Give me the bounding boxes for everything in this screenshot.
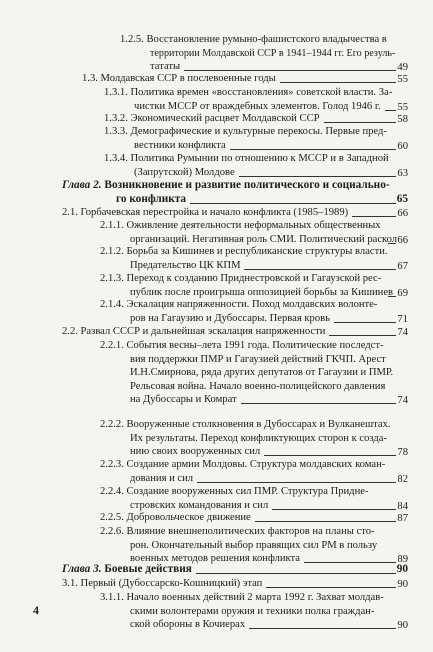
toc-leader-line <box>249 628 396 629</box>
toc-page-number: 74 <box>397 327 408 338</box>
toc-entry-line: 2.1.4. Эскалация напряженности. Поход молдавских волонте- <box>100 299 378 310</box>
toc-entry-line: Их результаты. Переход конфликтующих сторон к созда- <box>130 432 388 444</box>
toc-page-number: 66 <box>397 208 408 219</box>
toc-page-number: 87 <box>397 513 408 524</box>
toc-entry-line: 1.3. Молдавская ССР в послевоенные годы <box>82 73 276 84</box>
toc-leader-line <box>190 203 396 204</box>
toc-entry-line: чистки МССР от враждебных элементов. Голод 1946 г. <box>134 100 381 112</box>
toc-page-number: 90 <box>397 620 408 631</box>
toc-entry-line: на Дубоссары и Комрат <box>130 394 237 405</box>
toc-entry-line: 3.1. Первый (Дубоссарско-Кошницкий) этап <box>62 578 263 589</box>
toc-entry-line: 2.2.4. Создание вооруженных сил ПМР. Структура Придне- <box>100 486 369 497</box>
toc-entry-line: Предательство ЦК КПМ <box>130 259 241 271</box>
toc-entry-line: скими волонтерами оружия и техники полка граждан- <box>130 605 375 617</box>
toc-entry-line: И.Н.Смирнова, ряда других депутатов от Гагаузии и ПМР. <box>130 367 394 378</box>
toc-page-number: 90 <box>397 579 408 590</box>
toc-page-number: 49 <box>397 62 408 73</box>
toc-entry-line: 2.2.1. События весны–лета 1991 года. Политические последст- <box>100 340 384 351</box>
toc-entry-line: 2.1.1. Оживление деятельности неформальных общественных <box>100 220 381 231</box>
toc-leader-line <box>230 149 396 150</box>
toc-page-number: 58 <box>397 114 408 125</box>
toc-page-number: 78 <box>397 447 408 458</box>
toc-entry-line: публик после проигрыша оппозицией борьбы за Кишинев <box>130 286 394 298</box>
toc-page-number: 67 <box>397 260 408 272</box>
toc-entry-line: 1.3.2. Экономический расцвет Молдавской ССР <box>104 113 320 124</box>
page-number: 4 <box>33 603 39 617</box>
toc-page-number: 60 <box>397 140 408 152</box>
toc-entry-line: ской обороны в Кочиерах <box>130 619 246 630</box>
toc-leader-line <box>272 509 396 510</box>
toc-entry-line: 2.1.2. Борьба за Кишинев и республиканские структуры власти. <box>100 246 388 257</box>
toc-chapter-line: го конфликта <box>116 193 187 205</box>
toc-chapter-line <box>62 179 390 192</box>
toc-leader-line <box>255 521 396 522</box>
toc-page-number: 71 <box>397 313 408 325</box>
toc-leader-line <box>239 176 396 177</box>
toc-entry-line: (Запрутской) Молдове <box>134 166 235 178</box>
toc-leader-line <box>184 70 396 71</box>
toc-entry-line: 1.3.3. Демографические и культурные перекосы. Первые пред- <box>104 126 387 137</box>
chapter-title: Боевые действия <box>104 563 192 575</box>
toc-entry-line: дования и сил <box>130 472 194 484</box>
toc-page-number: 84 <box>397 500 408 512</box>
toc-leader-line <box>197 482 396 483</box>
toc-entry-line: 2.1.3. Переход к созданию Приднестровской и Гагаузской рес- <box>100 273 382 284</box>
toc-entry-line: 2.2. Развал СССР и дальнейшая эскалация напряженности <box>62 326 326 337</box>
toc-entry-line: 1.3.4. Политика Румынии по отношению к МССР и в Западной <box>104 153 389 164</box>
toc-entry-line: вестники конфликта <box>134 139 226 151</box>
toc-chapter-line <box>62 563 192 576</box>
toc-page-number: 74 <box>397 395 408 406</box>
toc-entry-line: 2.1. Горбачевская перестройка и начало конфликта (1985–1989) <box>62 207 349 218</box>
toc-entry-line: тататы <box>150 61 181 72</box>
toc-entry-line: Рельсовая война. Начало военно-полицейского давления <box>130 380 386 392</box>
chapter-title: Возникновение и развитие политического и социально- <box>104 179 390 191</box>
toc-page-number: 66 <box>397 234 408 246</box>
toc-leader-line <box>280 82 396 83</box>
toc-entry-line: 1.3.1. Политика времен «восстановления» советской власти. За- <box>104 87 393 98</box>
toc-page-number: 89 <box>397 554 408 565</box>
toc-leader-line <box>264 455 396 456</box>
toc-leader-line <box>304 562 396 563</box>
toc-entry-line: организаций. Негативная роль СМИ. Политический раскол <box>130 233 398 245</box>
toc-page-number: 55 <box>397 74 408 85</box>
toc-entry-line: вия поддержки ПМР и Гагаузией действий ГКЧП. Арест <box>130 353 386 365</box>
toc-entry-line: нию своих вооруженных сил <box>130 446 261 457</box>
toc-entry-line: 2.2.5. Добровольческое движение <box>100 512 251 523</box>
toc-leader-line <box>244 269 396 270</box>
toc-entry-line: стровских командования и сил <box>130 499 269 511</box>
toc-page-number: 63 <box>397 167 408 179</box>
toc-entry-line: ров на Гагаузию и Дубоссары. Первая кровь <box>130 312 330 324</box>
toc-entry-line: 1.2.5. Восстановление румыно-фашистского владычества в <box>120 34 387 45</box>
toc-page-number: 55 <box>397 101 408 113</box>
toc-page-number: 90 <box>396 563 408 575</box>
chapter-label: Глава 3. <box>62 563 102 575</box>
toc-entry-line: 2.2.6. Влияние внешнеполитических факторов на планы сто- <box>100 526 375 537</box>
toc-entry-line: 3.1.1. Начало военных действий 2 марта 1992 г. Захват молдав- <box>100 592 384 603</box>
chapter-label: Глава 2. <box>62 179 102 191</box>
toc-entry-line: рон. Окончательный выбор правящих сил РМ в пользу <box>130 539 378 551</box>
toc-entry-line: территории Молдавской ССР в 1941–1944 гг. Его резуль- <box>150 47 396 59</box>
toc-leader-line <box>196 573 396 574</box>
toc-entry-line: 2.2.3. Создание армии Молдовы. Структура молдавских коман- <box>100 459 386 470</box>
toc-leader-line <box>266 587 396 588</box>
toc-page-number: 65 <box>396 193 408 205</box>
toc-entry-line: военных методов решения конфликта <box>130 553 301 564</box>
toc-page-number: 69 <box>397 287 408 299</box>
toc-entry-line: 2.2.2. Вооруженные столкновения в Дубоссарах и Вулканештах. <box>100 419 391 430</box>
toc-page-number: 82 <box>397 473 408 485</box>
toc-leader-line <box>241 403 396 404</box>
